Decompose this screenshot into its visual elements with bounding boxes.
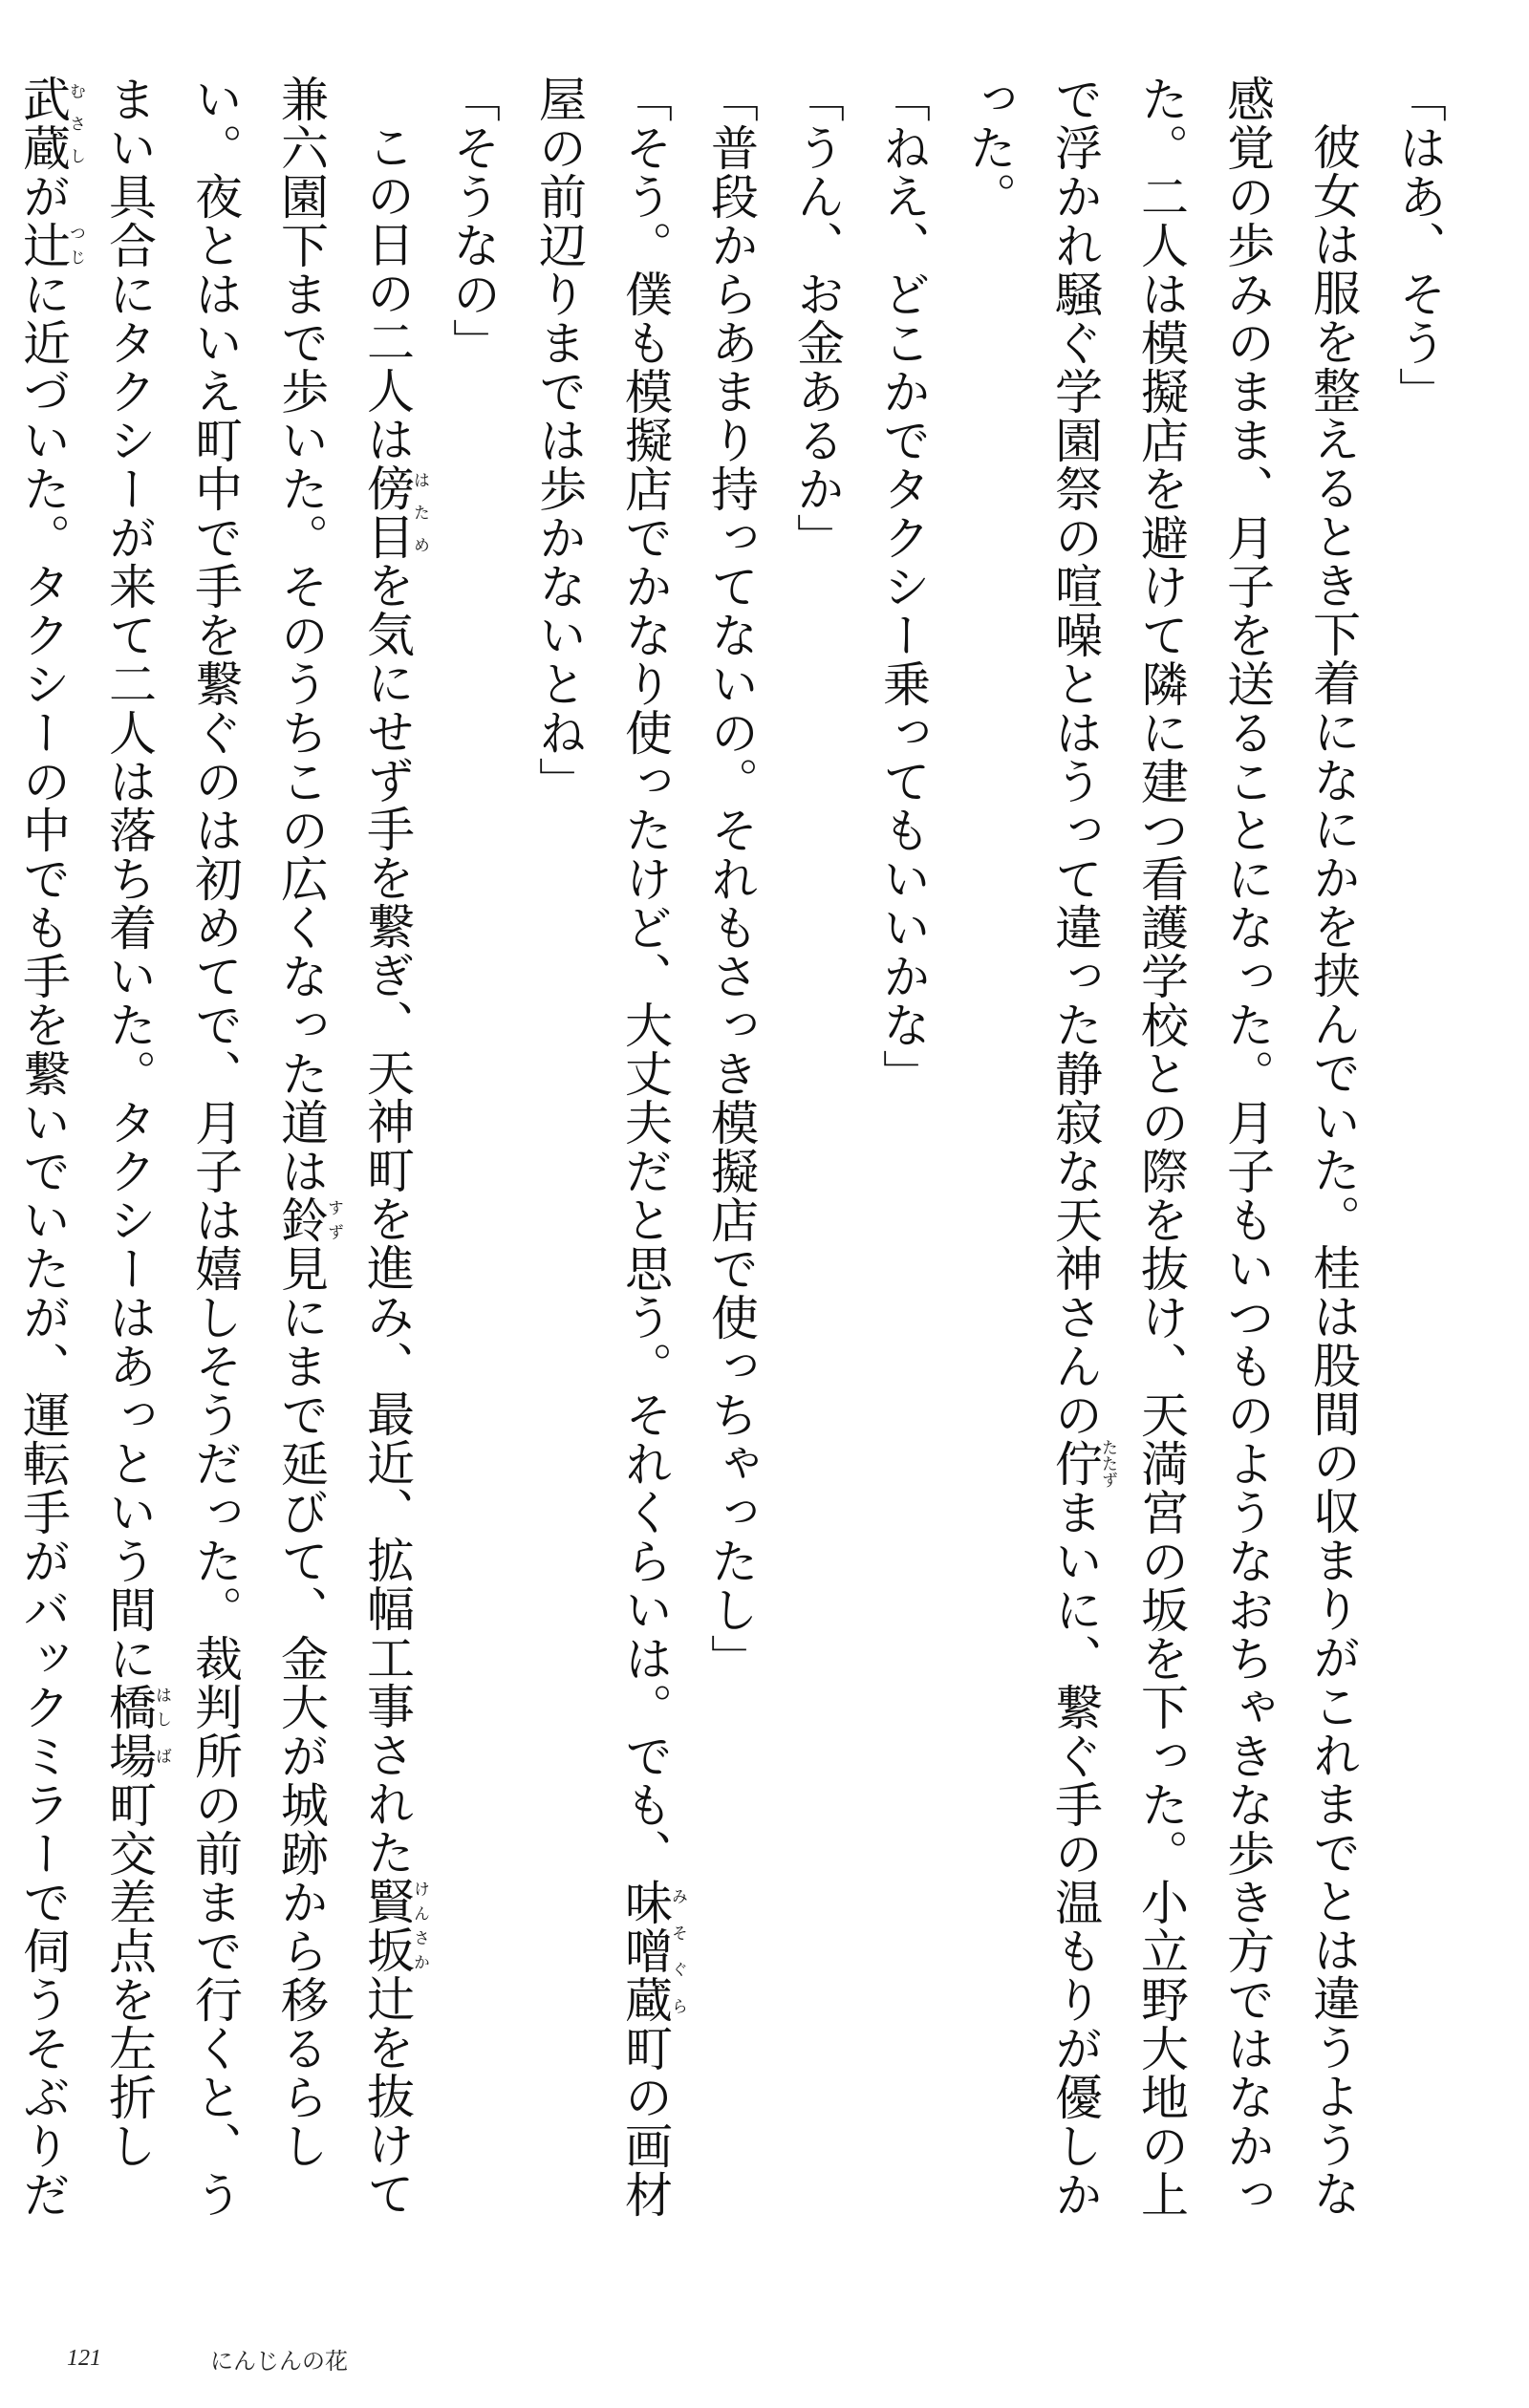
narration-paragraph: [0, 75, 430, 2263]
text-run: 見にまで延びて、金大が城跡から移るらしい。夜とはいえ町中で手を繋ぐのは初めてで、月子は嬉しそうだった。裁判所の前まで行くと、うまい具合にタクシーが来て二人は落ち着いた。タクシーはあっという間に: [101, 75, 329, 2219]
ruby-reading: つじ: [66, 221, 85, 269]
ruby-base: 佇: [1047, 1439, 1103, 1488]
ruby-reading: みそぐら: [668, 1878, 687, 2024]
ruby-base: 賢坂: [359, 1877, 415, 1974]
text-run: を気にせず手を繋ぎ、天神町を進み、最近、拡幅工事された: [359, 561, 415, 1877]
dialogue-paragraph: [516, 75, 688, 2263]
page-footer: [67, 2339, 348, 2377]
ruby-annotation: [359, 463, 429, 561]
dialogue-paragraph: [430, 75, 516, 2263]
text-run: が: [15, 172, 71, 221]
text-run: まいに、繋ぐ手の温もりが優しかった。: [961, 75, 1103, 2219]
text-run: に近づいた。タクシーの中でも手を繋いでいたが、運転手がバックミラーで伺うそぶりだ: [15, 269, 71, 2219]
narration-paragraph: [946, 75, 1376, 2263]
text-run: 町交差点を左折し: [101, 1780, 157, 2170]
text-run: 「ねえ、どこかでタクシー乗ってもいいかな」: [875, 75, 931, 1098]
text-run: 「うん、お金あるか」: [789, 75, 845, 562]
dialogue-paragraph: [1376, 75, 1462, 2263]
ruby-annotation: [617, 1878, 687, 2024]
ruby-base: 武蔵: [15, 75, 71, 172]
ruby-reading: たたず: [1098, 1439, 1117, 1488]
ruby-reading: はため: [410, 463, 429, 561]
ruby-reading: すず: [324, 1195, 343, 1244]
text-run: 「はあ、そう」: [1391, 75, 1447, 416]
ruby-base: 味噌蔵: [617, 1878, 673, 2024]
text-run: この日の二人は: [359, 122, 415, 463]
ruby-reading: むさし: [66, 75, 85, 172]
ruby-annotation: [101, 1731, 171, 1780]
text-run: 「そう。僕も模擬店でかなり使ったけど、大丈夫だと思う。それくらいは。でも、: [617, 75, 673, 1878]
text-run: 「普段からあまり持ってないの。それもさっき模擬店で使っちゃったし」: [703, 75, 759, 1683]
ruby-base: 鈴: [273, 1195, 329, 1244]
ruby-annotation: [1047, 1439, 1117, 1488]
ruby-annotation: [359, 1877, 429, 1974]
page-number: 121: [67, 2345, 101, 2371]
text-run: 彼女は服を整えるとき下着になにかを挟んでいた。桂は股間の収まりがこれまでとは違うような感覚の歩みのまま、月子を送ることになった。月子もいつものようなおちゃきな歩き方ではなかった。二人は模擬店を避けて隣に建つ看護学校との際を抜け、天満宮の坂を下った。小立野大地の上で浮かれ騒ぐ学園祭の喧噪とはうって違った静寂な天神さんの: [1047, 75, 1361, 2219]
ruby-annotation: [101, 1683, 171, 1731]
ruby-annotation: [15, 221, 85, 269]
dialogue-paragraph: [774, 75, 860, 2263]
ruby-base: 辻: [15, 221, 71, 269]
text-run: 辻を抜けて兼六園下まで歩いた。そのうちこの広くなった道は: [273, 75, 415, 2218]
ruby-reading: ば: [152, 1731, 171, 1780]
text-run: 町の画材屋の前辺りまでは歩かないとね」: [531, 75, 673, 2219]
ruby-annotation: [273, 1195, 343, 1244]
ruby-base: 場: [101, 1731, 157, 1780]
ruby-base: 橋: [101, 1683, 157, 1731]
dialogue-paragraph: [860, 75, 946, 2263]
vertical-body-text: [15, 75, 1462, 2263]
ruby-reading: はし: [152, 1683, 171, 1731]
running-title: にんじんの花: [210, 2347, 348, 2375]
text-run: 「そうなの」: [445, 75, 501, 367]
ruby-reading: けんさか: [410, 1877, 429, 1974]
ruby-base: 傍目: [359, 463, 415, 561]
ruby-annotation: [15, 75, 85, 172]
dialogue-paragraph: [688, 75, 774, 2263]
